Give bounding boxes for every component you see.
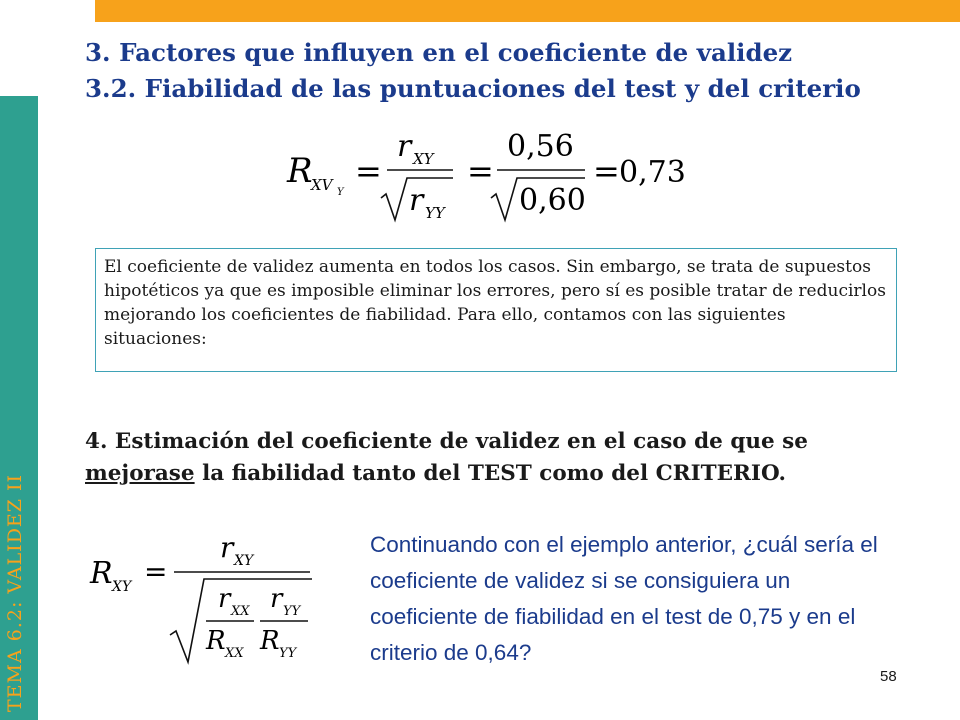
formula2-den1-den: R (206, 626, 226, 656)
corrected-validity-formula (88, 535, 320, 665)
formula2-den2-num-sub: YY (283, 604, 301, 619)
top-accent-divider (95, 22, 960, 24)
formula1-lhs-sub: XV (311, 176, 333, 194)
formula2-den2-den: R (260, 626, 280, 656)
section-4-underlined-word: mejorase (85, 461, 195, 486)
formula2-lhs-sub: XY (112, 579, 132, 595)
formula2-den1-den-sub: XX (225, 646, 244, 661)
example-question: Continuando con el ejemplo anterior, ¿cuál sería el coeficiente de validez si se consiguiera un coeficiente de fiabilidad en el test de 0,75 y en el criterio de 0,64? (370, 532, 878, 665)
formula1-frac1-num: r (397, 129, 412, 164)
section-4-heading (85, 426, 905, 490)
page-number: 58 (880, 668, 897, 685)
formula1-frac2-den: 0,60 (519, 183, 586, 218)
formula1-frac1-den: r (409, 183, 424, 218)
formula2-den1-num: r (218, 584, 231, 614)
validity-formula-result (285, 128, 690, 228)
section-4-part-2: la fiabilidad tanto del TEST como del CRITERIO. (194, 461, 786, 486)
slide-title-line-1: 3. Factores que influyen en el coeficiente de validez (85, 38, 793, 67)
formula1-eq-2: = (467, 152, 494, 190)
slide-title-line-2: 3.2. Fiabilidad de las puntuaciones del test y del criterio (85, 74, 861, 103)
formula1-lhs: R (287, 151, 313, 191)
formula1-lhs-subsub: Y (337, 187, 344, 198)
formula1-frac1-num-sub: XY (413, 150, 434, 168)
formula1-eq-1: = (355, 152, 382, 190)
formula2-den2-num: r (270, 584, 283, 614)
formula1-frac2-num: 0,56 (507, 129, 574, 164)
formula2-eq: = (144, 555, 168, 588)
formula2-num-sub: XY (234, 553, 254, 569)
info-box: El coeficiente de validez aumenta en todos los casos. Sin embargo, se trata de supuestos hipotéticos ya que es imposible eliminar los errores, pero sí es posible tratar de reducirlos mejorando los coeficientes de fiabilidad. Para ello, contamos con las siguientes situaciones: (95, 248, 897, 372)
formula2-lhs: R (90, 556, 113, 591)
formula2-den1-num-sub: XX (231, 604, 250, 619)
formula1-frac1-den-sub: YY (425, 204, 445, 222)
section-4-part-1: 4. Estimación del coeficiente de validez en el caso de que se (85, 429, 808, 454)
top-accent-bar (95, 0, 960, 22)
formula1-result: 0,73 (619, 155, 686, 190)
formula1-eq-3: = (593, 152, 620, 190)
sidebar-label: TEMA 6.2: VALIDEZ II (4, 473, 26, 712)
formula2-num: r (220, 535, 234, 564)
formula2-den2-den-sub: YY (279, 646, 297, 661)
